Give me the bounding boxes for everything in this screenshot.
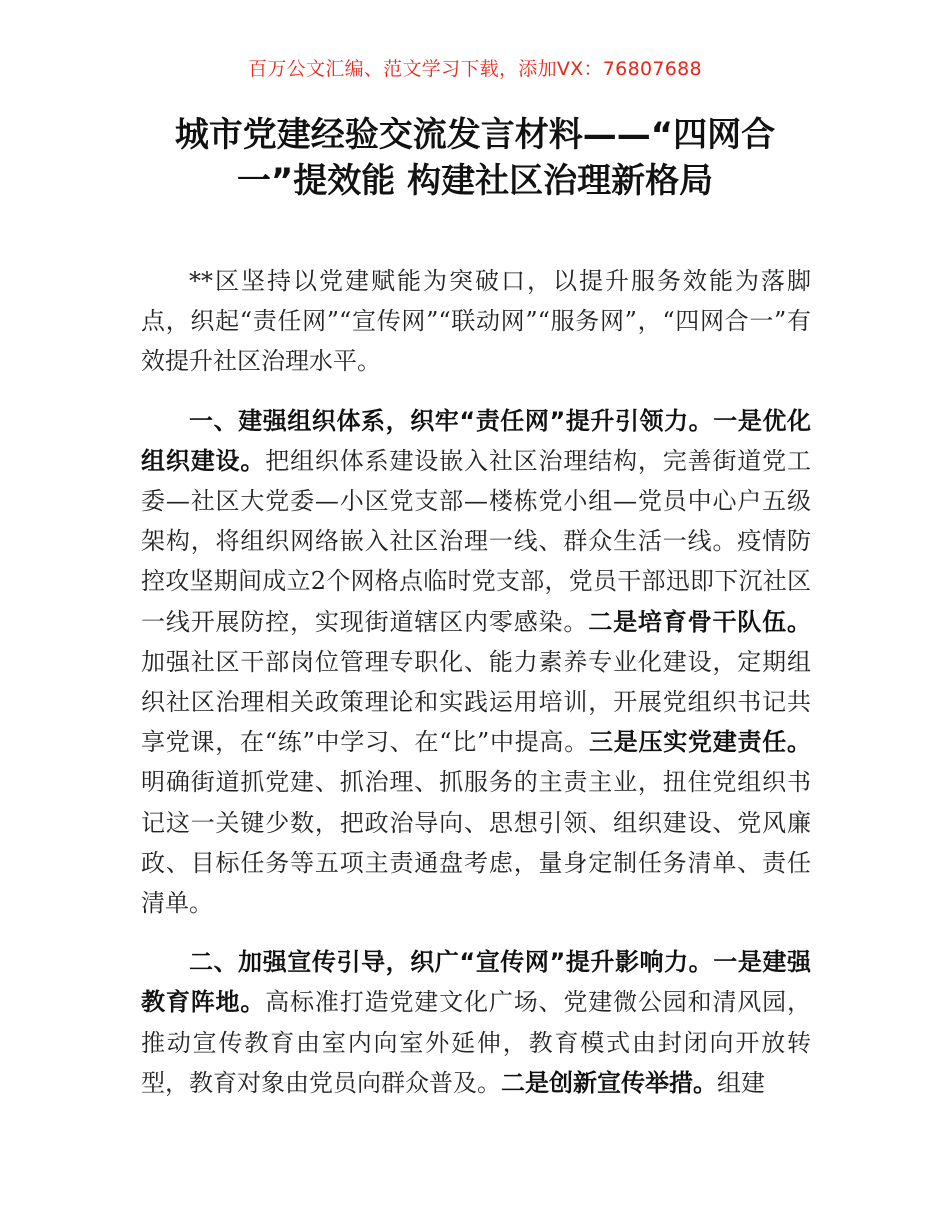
section-2-paragraph xyxy=(141,942,811,1103)
section-1-paragraph xyxy=(141,401,811,924)
title-line-1: 城市党建经验交流发言材料——“四网合 xyxy=(174,115,776,155)
watermark-header: 百万公文汇编、范文学习下载，添加VX：76807688 xyxy=(248,58,702,80)
section-2-point-1-label: 一是建强教育阵地。 xyxy=(141,948,811,1017)
section-2-heading: 二、加强宣传引导，织广“宣传网”提升影响力。 xyxy=(189,948,714,977)
document-title xyxy=(120,112,830,204)
section-1-point-3-text: 明确街道抓党建、抓治理、抓服务的主责主业，扭住党组织书记这一关键少数，把政治导向、思想引领、组织建设、党风廉政、目标任务等五项主责通盘考虑，量身定制任务清单、责任清单。 xyxy=(141,768,811,918)
section-1-point-2-label: 二是培育骨干队伍。 xyxy=(588,607,812,636)
section-1-point-3-label: 三是压实党建责任。 xyxy=(589,728,812,757)
section-2-point-2-label: 二是创新宣传举措。 xyxy=(501,1068,717,1097)
title-line-2: 一”提效能 构建社区治理新格局 xyxy=(236,161,714,201)
document-body xyxy=(141,261,811,1122)
section-2-point-2-text: 组建 xyxy=(717,1068,765,1097)
section-1-point-2-text: 加强社区干部岗位管理专职化、能力素养专业化建设，定期组织社区治理相关政策理论和实践运用培训，开展党组织书记共享党课，在“练”中学习、在“比”中提高。 xyxy=(141,647,811,757)
section-2-point-1-text: 高标准打造党建文化广场、党建微公园和清风园，推动宣传教育由室内向室外延伸，教育模式由封闭向开放转型，教育对象由党员向群众普及。 xyxy=(141,988,812,1097)
section-1-point-1-label: 一是优化组织建设。 xyxy=(141,406,811,475)
section-1-heading: 一、建强组织体系，织牢“责任网”提升引领力。 xyxy=(189,406,714,435)
intro-paragraph: **区坚持以党建赋能为突破口，以提升服务效能为落脚点，织起“责任网”“宣传网”“联动网”“服务网”，“四网合一”有效提升社区治理水平。 xyxy=(141,267,811,376)
section-1-point-1-text: 把组织体系建设嵌入社区治理结构，完善街道党工委—社区大党委—小区党支部—楼栋党小组—党员中心户五级架构，将组织网络嵌入社区治理一线、群众生活一线。疫情防控攻坚期间成立2个网格点临时党支部，党员干部迅即下沉社区一线开展防控，实现街道辖区内零感染。 xyxy=(141,446,812,636)
